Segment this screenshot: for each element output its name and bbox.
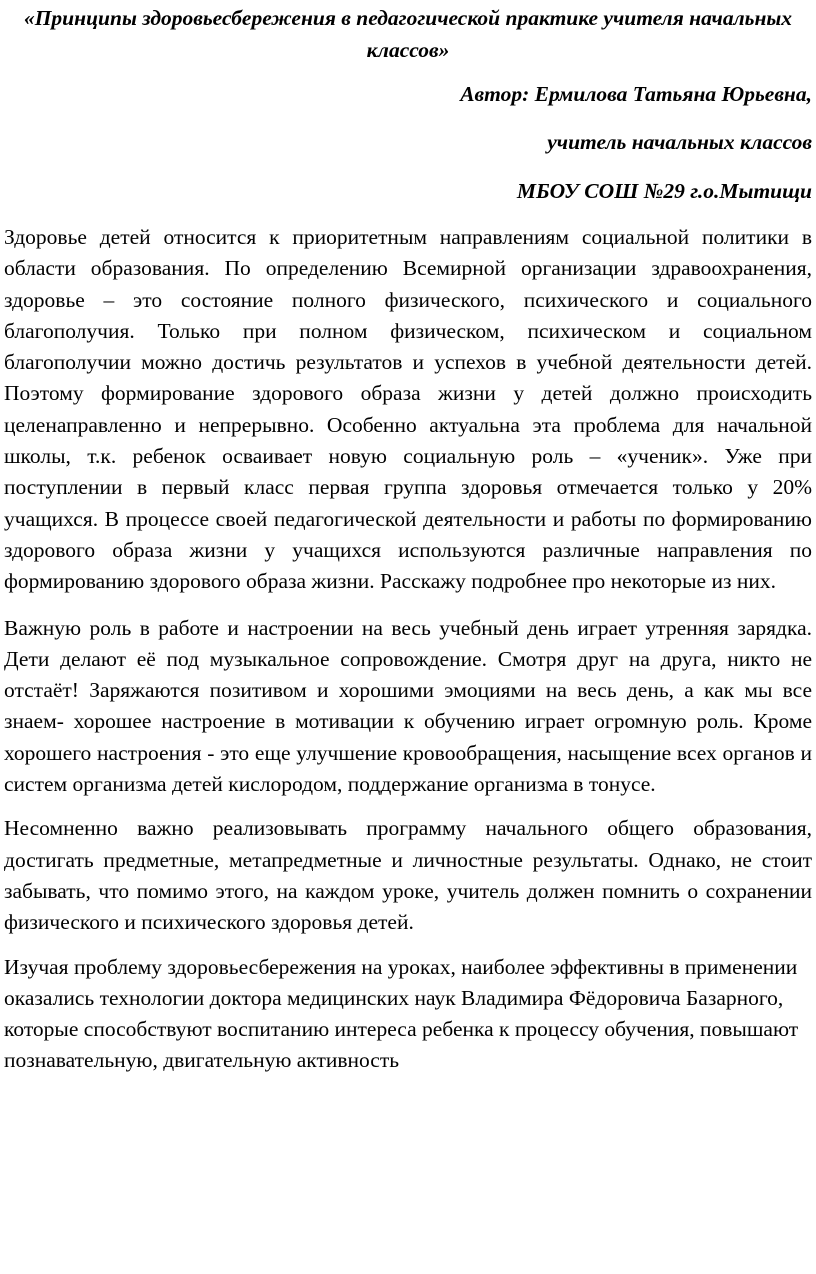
paragraph: Важную роль в работе и настроении на весь учебный день играет утренняя зарядка. Дети делают её под музыкальное сопровождение. Смотря друг на друга, никто не отстаёт! Заряжаются позитивом и хорошими эмоциями на весь день, а как мы все знаем- хорошее настроение в мотивации к обучению играет огромную роль. Кроме хорошего настроения - это еще улучшение кровообращения, насыщение всех органов и систем организма детей кислородом, поддержание организма в тонусе. — [4, 615, 812, 797]
document-title: «Принципы здоровьесбережения в педагогической практике учителя начальных классов» — [23, 6, 793, 62]
paragraph: Изучая проблему здоровьесбережения на уроках, наиболее эффективны в применении оказались технологии доктора медицинских наук Владимира Фёдоровича Базарного, которые способствуют воспитанию интереса ребенка к процессу обучения, повышают познавательную, двигательную активность — [4, 954, 799, 1073]
document-page — [0, 2, 816, 1274]
paragraph: Несомненно важно реализовывать программу начального общего образования, достигать предметные, метапредметные и личностные результаты. Однако, не стоит забывать, что помимо этого, на каждом уроке, учитель должен помнить о сохранении физического и психического здоровья детей. — [4, 816, 812, 935]
author-line: Автор: Ермилова Татьяна Юрьевна, — [460, 82, 812, 106]
paragraph: Здоровье детей относится к приоритетным направлениям социальной политики в области образования. По определению Всемирной организации здравоохранения, здоровье – это состояние полного физического, психического и социального благополучия. Только при полном физическом, психическом и социальном благополучии можно достичь результатов и успехов в учебной деятельности детей. Поэтому формирование здорового образа жизни у детей должно происходить целенаправленно и непрерывно. Особенно актуальна эта проблема для начальной школы, т.к. ребенок осваивает новую социальную роль – «ученик». Уже при поступлении в первый класс первая группа здоровья отмечается только у 20% учащихся. В процессе своей педагогической деятельности и работы по формированию здорового образа жизни у учащихся используются различные направления по формированию здорового образа жизни. Расскажу подробнее про некоторые из них. — [4, 225, 812, 594]
author-school: МБОУ СОШ №29 г.о.Мытищи — [516, 179, 812, 203]
author-role: учитель начальных классов — [547, 130, 812, 154]
